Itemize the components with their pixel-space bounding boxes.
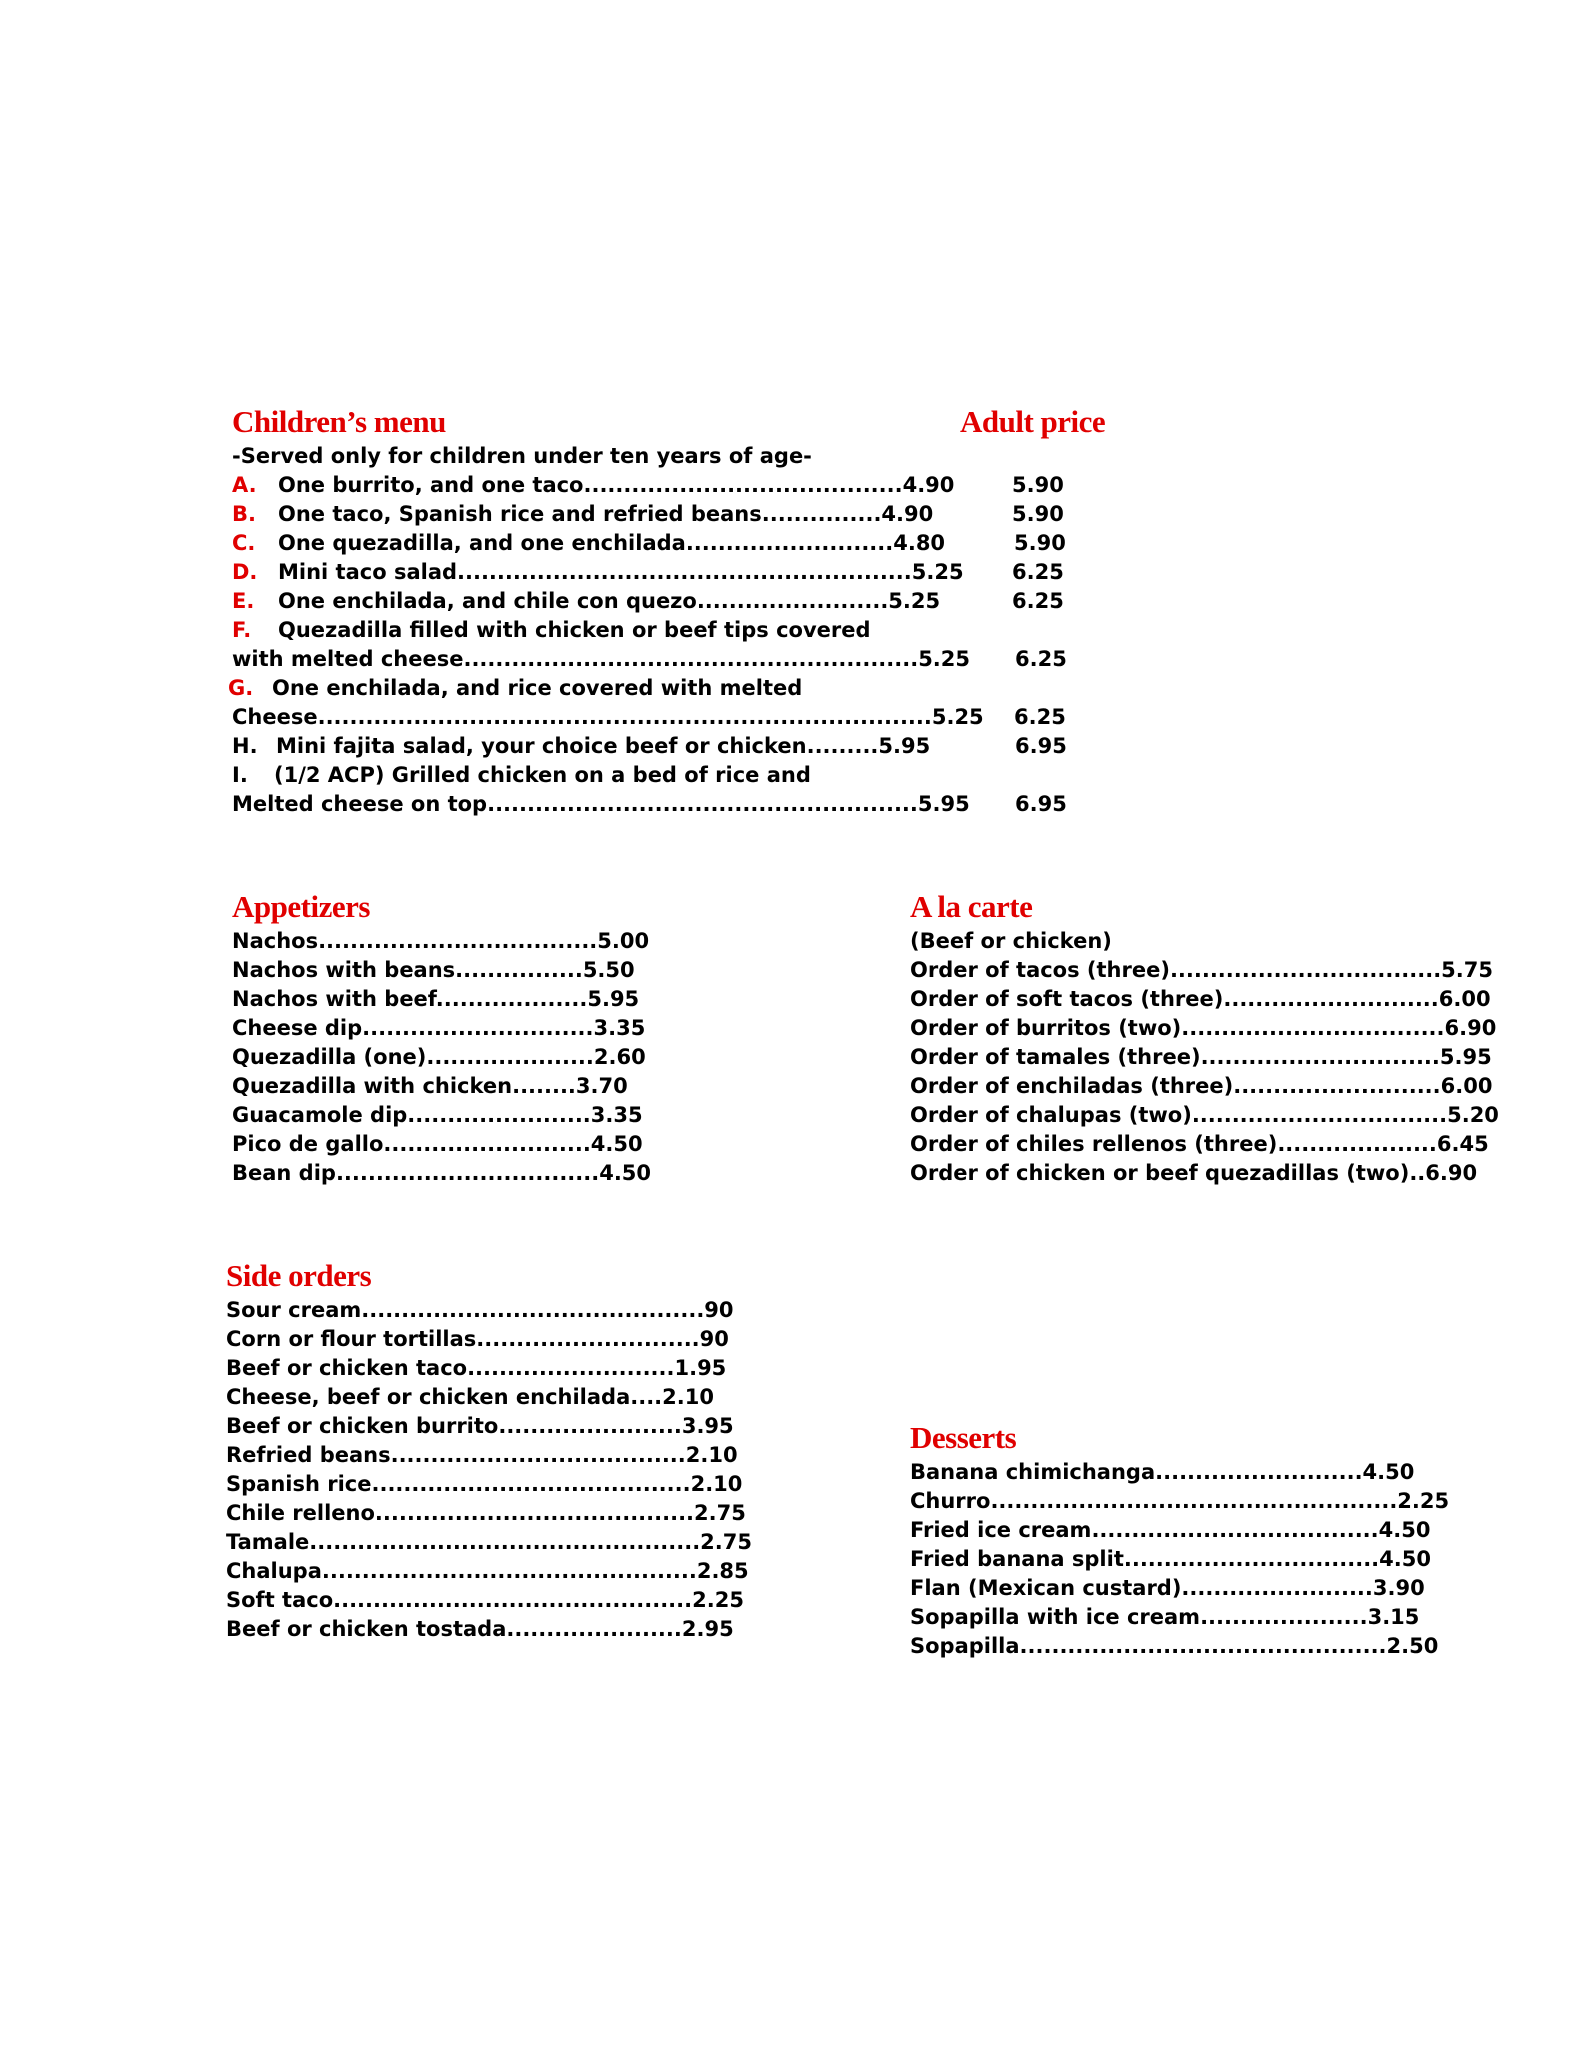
list-item: Beef or chicken tostada......................2.95	[226, 1617, 734, 1641]
list-item: Corn or flour tortillas............................90	[226, 1327, 729, 1351]
desserts-list	[910, 1458, 1449, 1661]
list-item: Nachos with beans................5.50	[232, 958, 635, 982]
item-text: One burrito, and one taco........................................4.90	[278, 473, 955, 497]
list-item: Sopapilla with ice cream.....................3.15	[910, 1605, 1420, 1629]
childrens-item-g-cont: Cheese.............................................................................5.25	[232, 705, 984, 729]
list-item: Order of enchiladas (three)..........................6.00	[910, 1074, 1493, 1098]
childrens-item-e	[232, 587, 940, 616]
item-text: Mini fajita salad, your choice beef or chicken.........5.95	[276, 734, 931, 758]
list-item: Order of tamales (three)..............................5.95	[910, 1045, 1492, 1069]
list-item: Quezadilla (one).....................2.60	[232, 1045, 646, 1069]
childrens-item-b	[232, 500, 933, 529]
item-letter: C.	[232, 531, 256, 555]
appetizers-list	[232, 927, 651, 1188]
item-letter: F.	[232, 618, 252, 642]
list-item: Churro...................................................2.25	[910, 1489, 1450, 1513]
item-text: Mini taco salad.........................................................5.25	[278, 560, 964, 584]
childrens-item-f	[232, 616, 871, 645]
list-item: Quezadilla with chicken........3.70	[232, 1074, 628, 1098]
item-text: One enchilada, and rice covered with melted	[272, 676, 803, 700]
list-item: Banana chimichanga..........................4.50	[910, 1460, 1415, 1484]
childrens-item-f-cont: with melted cheese.........................................................5.25	[232, 647, 971, 671]
list-item: Order of chalupas (two)................................5.20	[910, 1103, 1499, 1127]
adult-price: 6.95	[1015, 734, 1067, 758]
childrens-menu-heading: Children’s menu	[232, 404, 446, 439]
item-letter: B.	[232, 502, 256, 526]
item-letter: G.	[228, 676, 254, 700]
list-item: Beef or chicken burrito.......................3.95	[226, 1414, 734, 1438]
list-item: Order of soft tacos (three)...........................6.00	[910, 987, 1491, 1011]
childrens-item-d	[232, 558, 964, 587]
list-item: Order of tacos (three)..................................5.75	[910, 958, 1493, 982]
childrens-item-c	[232, 529, 945, 558]
item-text: (1/2 ACP) Grilled chicken on a bed of rice and	[274, 763, 811, 787]
list-item: Fried banana split................................4.50	[910, 1547, 1431, 1571]
list-item: Soft taco.............................................2.25	[226, 1588, 744, 1612]
list-item: Guacamole dip.......................3.35	[232, 1103, 643, 1127]
childrens-item-g	[228, 674, 802, 703]
list-item: Cheese dip.............................3.35	[232, 1016, 646, 1040]
adult-price: 6.25	[1012, 589, 1064, 613]
adult-price: 6.25	[1012, 560, 1064, 584]
list-item: Pico de gallo..........................4.50	[232, 1132, 643, 1156]
appetizers-heading: Appetizers	[232, 889, 370, 924]
adult-price-heading: Adult price	[960, 404, 1106, 439]
childrens-item-i-cont: Melted cheese on top......................................................5.95	[232, 792, 970, 816]
adult-price: 5.90	[1012, 502, 1064, 526]
adult-price: 6.25	[1015, 647, 1067, 671]
list-item: Tamale.................................................2.75	[226, 1530, 752, 1554]
childrens-item-i	[232, 761, 811, 790]
side-orders-heading: Side orders	[226, 1258, 372, 1293]
childrens-item-h	[232, 732, 930, 761]
side-orders-list	[226, 1296, 752, 1644]
item-letter: E.	[232, 589, 255, 613]
item-text: One quezadilla, and one enchilada..........................4.80	[278, 531, 946, 555]
item-letter: D.	[232, 560, 258, 584]
desserts-heading: Desserts	[910, 1420, 1017, 1455]
list-item: Bean dip.................................4.50	[232, 1161, 652, 1185]
list-item: Chalupa...............................................2.85	[226, 1559, 749, 1583]
item-letter: A.	[232, 473, 257, 497]
item-text: Quezadilla filled with chicken or beef tips covered	[278, 618, 871, 642]
list-item: Spanish rice........................................2.10	[226, 1472, 743, 1496]
list-item: Nachos with beef...................5.95	[232, 987, 640, 1011]
list-item: Chile relleno........................................2.75	[226, 1501, 746, 1525]
list-item: Sour cream...........................................90	[226, 1298, 734, 1322]
item-letter: I.	[232, 763, 248, 787]
list-item: (Beef or chicken)	[910, 929, 1112, 953]
list-item: Flan (Mexican custard)........................3.90	[910, 1576, 1425, 1600]
adult-price: 6.95	[1015, 792, 1067, 816]
adult-price: 6.25	[1014, 705, 1066, 729]
list-item: Refried beans.....................................2.10	[226, 1443, 738, 1467]
a-la-carte-heading: A la carte	[910, 889, 1033, 924]
list-item: Cheese, beef or chicken enchilada....2.10	[226, 1385, 714, 1409]
item-text: One taco, Spanish rice and refried beans...............4.90	[278, 502, 934, 526]
childrens-subtitle: -Served only for children under ten years of age-	[232, 444, 812, 468]
adult-price: 5.90	[1012, 473, 1064, 497]
item-text: One enchilada, and chile con quezo........................5.25	[278, 589, 941, 613]
list-item: Fried ice cream....................................4.50	[910, 1518, 1431, 1542]
list-item: Nachos...................................5.00	[232, 929, 650, 953]
childrens-item-a	[232, 471, 954, 500]
list-item: Order of chicken or beef quezadillas (two)..6.90	[910, 1161, 1478, 1185]
list-item: Sopapilla..............................................2.50	[910, 1634, 1439, 1658]
list-item: Beef or chicken taco..........................1.95	[226, 1356, 727, 1380]
a-la-carte-list	[910, 927, 1499, 1188]
list-item: Order of burritos (two).................................6.90	[910, 1016, 1497, 1040]
adult-price: 5.90	[1014, 531, 1066, 555]
item-letter: H.	[232, 734, 258, 758]
list-item: Order of chiles rellenos (three)....................6.45	[910, 1132, 1489, 1156]
